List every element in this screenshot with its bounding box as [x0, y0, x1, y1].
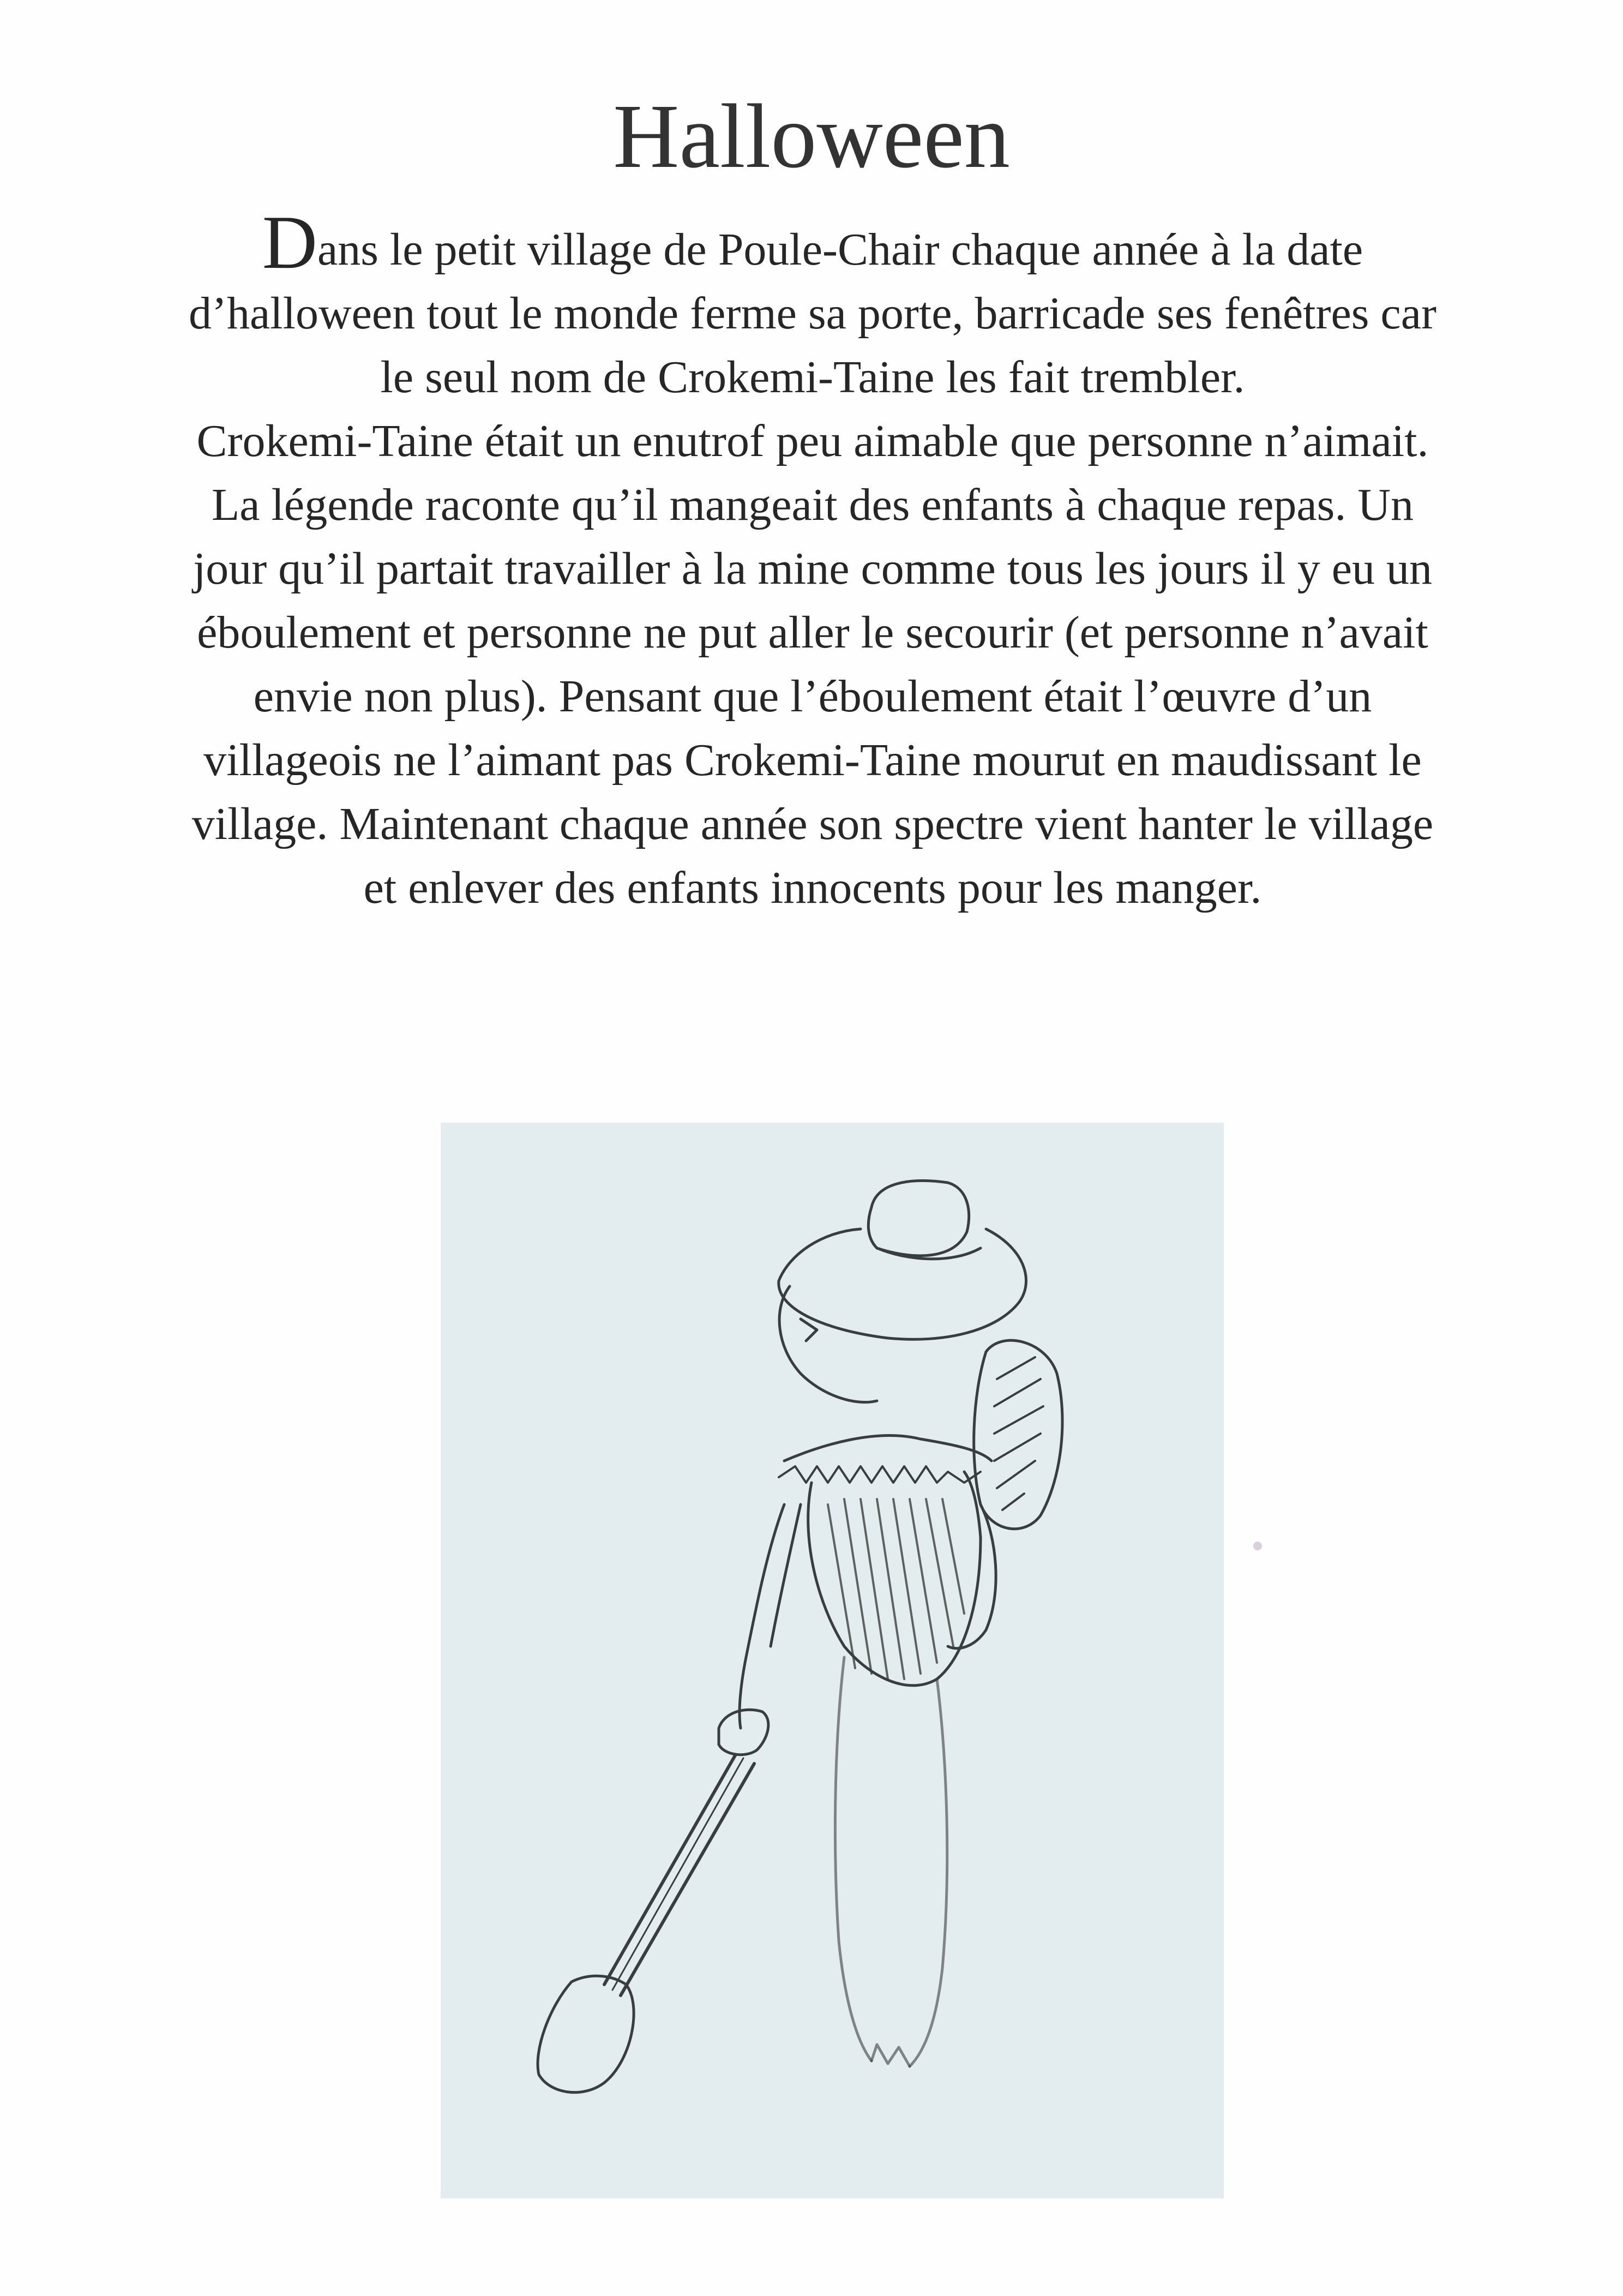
dust-speck [1253, 1542, 1262, 1550]
drop-cap: D [262, 200, 317, 285]
paragraph-1 [175, 200, 1451, 409]
hand [719, 1710, 768, 1754]
head [779, 1286, 877, 1402]
sketch-lines [538, 1180, 1062, 2092]
hat-crown [868, 1180, 969, 1255]
miner-sketch [441, 1123, 1224, 2198]
page-title: Halloween [613, 86, 1010, 187]
paragraph-1-text: ans le petit village de Poule-Chair chaque année à la date d’halloween tout le monde ferme sa porte, barricade ses fenêtres car le seul nom de Crokemi-Taine les fait trembler. [189, 224, 1436, 403]
backpack [974, 1340, 1062, 1528]
hat-brim [779, 1229, 1026, 1339]
shovel-handle [604, 1755, 754, 1995]
robe [835, 1657, 871, 2061]
story-text [175, 200, 1451, 920]
right-arm [948, 1504, 996, 1648]
beard [784, 1436, 991, 1461]
pencil-drawing [441, 1123, 1224, 2198]
shovel-blade [538, 1976, 634, 2092]
paragraph-2: Crokemi-Taine était un enutrof peu aimable que personne n’aimait. La légende raconte qu’il mangeait des enfants à chaque repas. Un jour qu’il partait travailler à la mine comme tous les jours il y eu un éboulement et personne ne put aller le secourir (et personne n’avait envie non plus). Pensant que l’éboulement était l’œuvre d’un villageois ne l’aimant pas Crokemi-Taine mourut en maudissant le village. Maintenant chaque année son spectre vient hanter le village et enlever des enfants innocents pour les manger. [191, 416, 1434, 913]
